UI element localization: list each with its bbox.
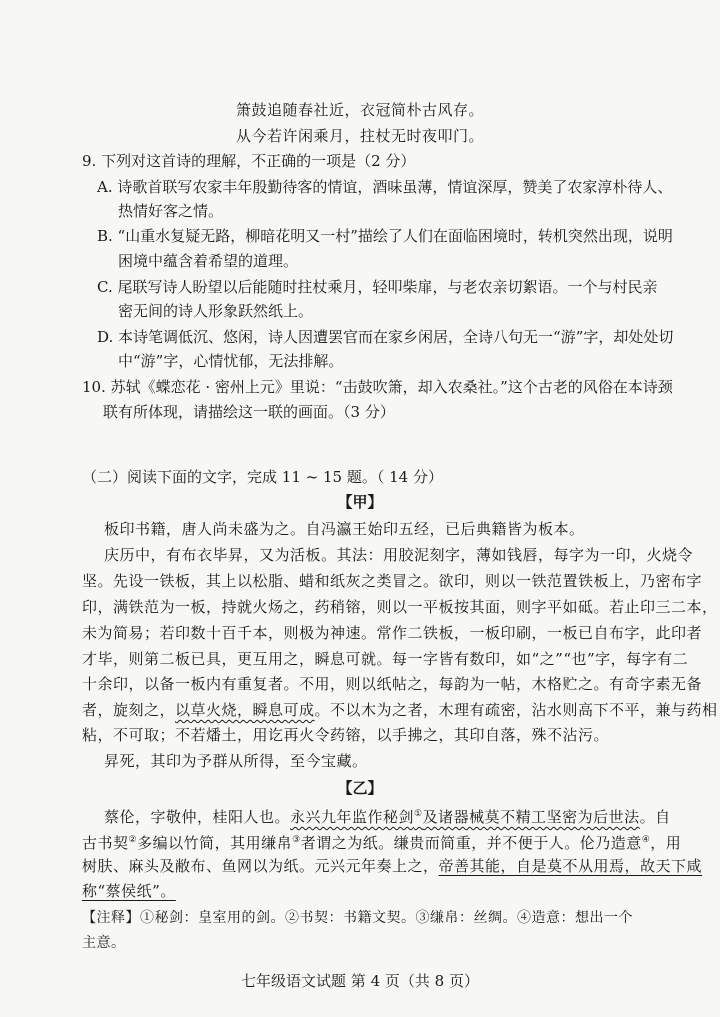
poem-line-1: 箫鼓追随春社近，衣冠简朴古风存。 — [235, 101, 484, 119]
jia-paragraph-2-line-4: 未为简易；若印数十百千本，则极为神速。常作二铁板，一板印刷，一板已自布字，此印者 — [82, 624, 703, 642]
question-9-option-a-cont: 热情好客之情。 — [118, 202, 224, 220]
yi-underlined-part-2: 及诸器械莫不精工坚密为后世法 — [422, 808, 640, 826]
jia-paragraph-3: 昇死，其印为予群从所得，至今宝藏。 — [104, 752, 368, 770]
jia-paragraph-2-line-1: 庆历中，有布衣毕昇，又为活板。其法：用胶泥刻字，薄如钱唇，每字为一印，火烧令 — [104, 546, 694, 564]
yi-line-1 — [104, 803, 671, 828]
question-9-option-d: D. 本诗笔调低沉、悠闲，诗人因遭罢官而在家乡闲居，全诗八句无一“游”字，却处处切 — [97, 328, 674, 346]
jia-paragraph-1: 板印书籍，唐人尚未盛为之。自冯瀛王始印五经，已后典籍皆为板本。 — [104, 520, 585, 538]
yi-underlined-sentence-2: 帝善其能，自是莫不从用焉，故天下咸 — [438, 857, 703, 875]
question-9-option-a: A. 诗歌首联写农家丰年殷勤待客的情谊，酒味虽薄，情谊深厚，赞美了农家淳朴待人、 — [97, 178, 673, 196]
annotation-line-1: 【注释】①秘剑：皇室用的剑。②书契：书籍文契。③缣帛：丝绸。④造意：想出一个 — [82, 910, 633, 926]
yi-line-1-start: 蔡伦，字敬仲，桂阳人也。 — [104, 808, 291, 826]
question-10-stem: 10. 苏轼《蝶恋花 · 密州上元》里说：“击鼓吹箫，却入农桑社。”这个古老的风俗在本诗颈 — [82, 378, 673, 396]
yi-line-2-part-c: 者谓之为纸。缣贵而简重，并不便于人。伦乃造意 — [300, 834, 642, 852]
footnote-marker-3: ③ — [292, 835, 301, 845]
yi-underlined-sentence-1 — [290, 808, 640, 826]
jia-line-7-end: 。不以木为之者，木理有疏密，沾水则高下不平，兼与药相 — [314, 701, 718, 719]
question-9-option-b-cont: 困境中蕴含着希望的道理。 — [118, 252, 299, 270]
jia-paragraph-2-line-5: 才毕，则第二板已具，更互用之，瞬息可就。每一字皆有数印，如“之”“也”字，每字有二 — [82, 650, 689, 668]
yi-line-2-part-d: ，用 — [650, 834, 682, 852]
jia-underlined-phrase: 以草火烧，瞬息可成 — [175, 701, 315, 719]
footnote-marker-1: ① — [414, 809, 423, 819]
passage-jia-title: 【甲】 — [337, 493, 383, 511]
yi-underlined-part-1: 永兴九年监作秘剑 — [290, 808, 415, 826]
jia-paragraph-2-line-8: 粘，不可取；不若燔土，用讫再火令药镕，以手拂之，其印自落，殊不沾污。 — [82, 726, 610, 744]
jia-paragraph-2-line-2: 坚。先设一铁板，其上以松脂、蜡和纸灰之类冒之。欲印，则以一铁范置铁板上，乃密布字 — [82, 572, 703, 590]
yi-underlined-sentence-2-cont: 称“蔡侯纸”。 — [82, 882, 176, 900]
question-9-option-d-cont: 中“游”字，心情忧郁，无法排解。 — [118, 352, 344, 370]
jia-paragraph-2-line-7 — [82, 699, 718, 721]
jia-paragraph-2-line-6: 十余印，以备一板内有重复者。不用，则以纸帖之，每韵为一帖，木格贮之。有奇字素无备 — [82, 675, 703, 693]
page-footer: 七年级语文试题 第 4 页（共 8 页） — [241, 972, 479, 990]
jia-line-7-start: 者，旋刻之， — [82, 701, 176, 719]
yi-line-2-part-b: 多编以竹简，其用缣帛 — [137, 834, 293, 852]
section-2-heading: （二）阅读下面的文字，完成 11 ~ 15 题。（ 14 分） — [82, 468, 443, 486]
yi-line-4 — [82, 880, 176, 902]
annotation-line-2: 主意。 — [82, 935, 126, 951]
yi-line-3-start: 树肤、麻头及敝布、鱼网以为纸。元兴元年奏上之， — [82, 857, 439, 875]
question-9-stem: 9. 下列对这首诗的理解，不正确的一项是（2 分） — [82, 152, 416, 170]
question-9-option-c: C. 尾联写诗人盼望以后能随时拄杖乘月，轻叩柴扉，与老农亲切絮语。一个与村民亲 — [97, 278, 658, 296]
footnote-marker-2: ② — [128, 835, 138, 845]
question-10-stem-cont: 联有所体现，请描绘这一联的画面。（3 分） — [103, 403, 395, 421]
yi-line-1-end: 。自 — [639, 808, 671, 826]
yi-line-2-part-a: 古书契 — [82, 834, 129, 852]
yi-line-2 — [82, 829, 681, 854]
question-9-option-c-cont: 密无间的诗人形象跃然纸上。 — [118, 302, 314, 320]
passage-yi-title: 【乙】 — [337, 779, 383, 797]
footnote-marker-4: ④ — [641, 835, 651, 845]
jia-paragraph-2-line-3: 印，满铁范为一板，持就火炀之，药稍镕，则以一平板按其面，则字平如砥。若止印三二本， — [82, 598, 718, 616]
yi-line-3 — [82, 855, 702, 877]
poem-line-2: 从今若许闲乘月，拄杖无时夜叩门。 — [235, 127, 484, 145]
question-9-option-b: B. “山重水复疑无路，柳暗花明又一村”描绘了人们在面临困境时，转机突然出现，说明 — [97, 227, 673, 245]
